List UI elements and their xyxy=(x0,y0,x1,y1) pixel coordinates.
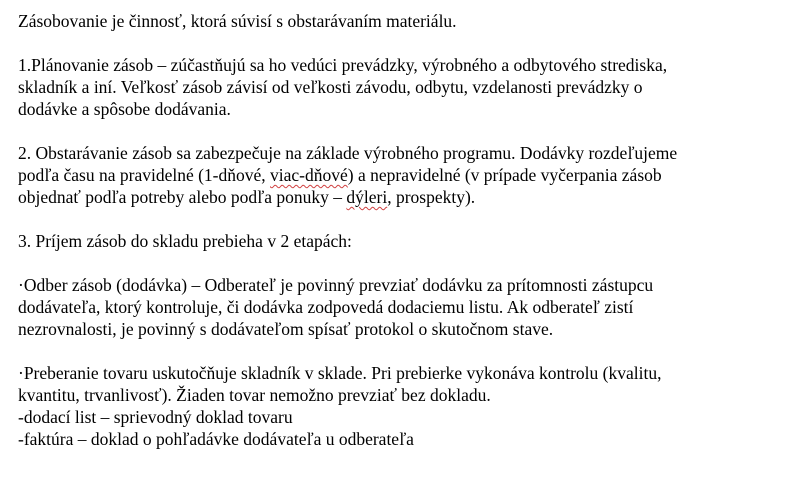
procurement-line-3 xyxy=(18,186,798,208)
planning-line-1: 1.Plánovanie zásob – zúčastňujú sa ho vedúci prevádzky, výrobného a odbytového strediska, xyxy=(18,55,668,75)
acceptance-line-3: -dodací list – sprievodný doklad tovaru xyxy=(18,407,293,427)
procurement-line-3-start: objednať podľa potreby alebo podľa ponuky – xyxy=(18,187,347,207)
blank-line xyxy=(18,340,798,362)
blank-line xyxy=(18,120,798,142)
intro-line: Zásobovanie je činnosť, ktorá súvisí s obstarávaním materiálu. xyxy=(18,11,457,31)
procurement-line-3-end: , prospekty). xyxy=(387,187,476,207)
spellcheck-word-viac-dnove: viac-dňové xyxy=(270,165,348,185)
blank-line xyxy=(18,252,798,274)
collection-line-1: ·Odber zásob (dodávka) – Odberateľ je povinný prevziať dodávku za prítomnosti zástupcu xyxy=(18,275,654,295)
paragraph-planning xyxy=(18,54,798,120)
procurement-line-2-start: podľa času na pravidelné (1-dňové, xyxy=(18,165,271,185)
acceptance-line-2: kvantitu, trvanlivosť). Žiaden tovar nemožno prevziať bez dokladu. xyxy=(18,385,491,405)
paragraph-collection xyxy=(18,274,798,340)
receipt-line-1: 3. Príjem zásob do skladu prebieha v 2 etapách: xyxy=(18,231,352,251)
procurement-line-1: 2. Obstarávanie zásob sa zabezpečuje na základe výrobného programu. Dodávky rozdeľujeme xyxy=(18,143,678,163)
procurement-line-2 xyxy=(18,164,798,186)
blank-line xyxy=(18,32,798,54)
planning-line-2: skladník a iní. Veľkosť zásob závisí od veľkosti závodu, odbytu, vzdelanosti prevádzky o xyxy=(18,77,643,97)
acceptance-line-4: -faktúra – doklad o pohľadávke dodávateľa u odberateľa xyxy=(18,429,414,449)
procurement-line-2-end: ) a nepravidelné (v prípade vyčerpania zásob xyxy=(347,165,662,185)
acceptance-line-1: ·Preberanie tovaru uskutočňuje skladník v sklade. Pri prebierke vykonáva kontrolu (kvalitu, xyxy=(18,363,662,383)
paragraph-procurement xyxy=(18,142,798,208)
paragraph-acceptance xyxy=(18,362,798,450)
blank-line xyxy=(18,208,798,230)
planning-line-3: dodávke a spôsobe dodávania. xyxy=(18,99,231,119)
paragraph-receipt xyxy=(18,230,798,252)
collection-line-3: nezrovnalosti, je povinný s dodávateľom spísať protokol o skutočnom stave. xyxy=(18,319,554,339)
document-body xyxy=(18,10,798,450)
collection-line-2: dodávateľa, ktorý kontroluje, či dodávka zodpovedá dodaciemu listu. Ak odberateľ zistí xyxy=(18,297,634,317)
spellcheck-word-dyleri: dýleri xyxy=(346,187,388,207)
